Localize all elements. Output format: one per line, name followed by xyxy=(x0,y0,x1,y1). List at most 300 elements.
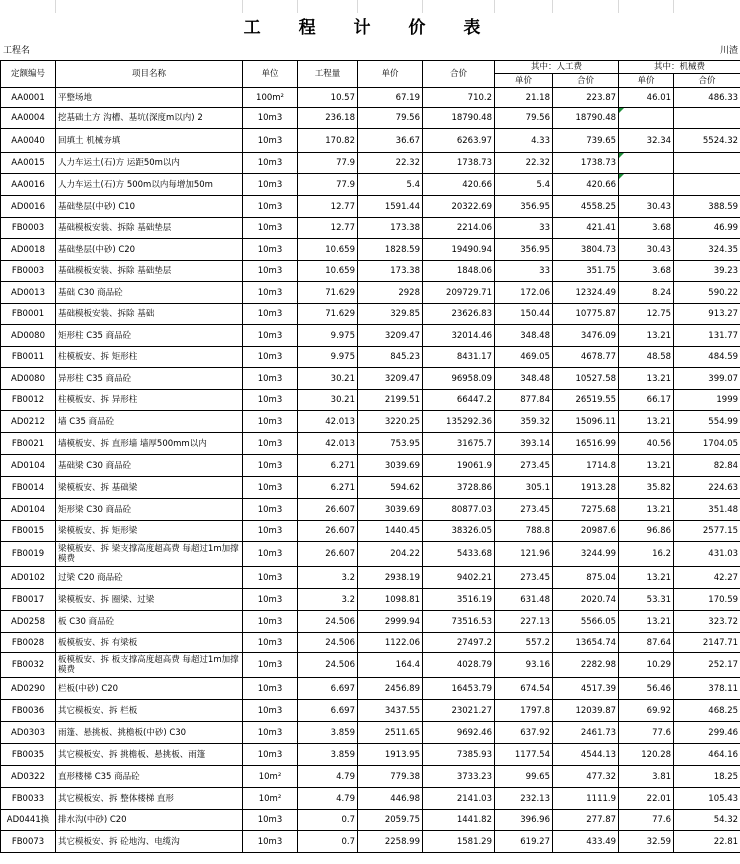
table-row[interactable] xyxy=(1,304,740,325)
cell-labor-total[interactable]: 4544.13 xyxy=(553,744,619,766)
cell-machine-total[interactable]: 105.43 xyxy=(674,788,740,810)
cell-labor-unit[interactable]: 305.1 xyxy=(495,477,553,499)
cell-labor-unit[interactable]: 33 xyxy=(495,261,553,282)
cell-name[interactable]: 人力车运土(石)方 运距50m以内 xyxy=(56,153,243,174)
cell-machine-unit[interactable]: 35.82 xyxy=(619,477,674,499)
cell-machine-unit[interactable]: 77.6 xyxy=(619,810,674,831)
cell-labor-unit[interactable]: 273.45 xyxy=(495,499,553,521)
cell-name[interactable]: 其它模板安、拆 挑檐板、悬挑板、雨篷 xyxy=(56,744,243,766)
cell-machine-unit[interactable]: 16.2 xyxy=(619,542,674,567)
cell-labor-unit[interactable]: 788.8 xyxy=(495,521,553,542)
cell-price[interactable]: 594.62 xyxy=(358,477,423,499)
table-row[interactable] xyxy=(1,196,740,218)
table-row[interactable] xyxy=(1,831,740,853)
cell-name[interactable]: 排水沟(中砂) C20 xyxy=(56,810,243,831)
cell-labor-unit[interactable]: 22.32 xyxy=(495,153,553,174)
table-row[interactable] xyxy=(1,411,740,433)
cell-price[interactable]: 79.56 xyxy=(358,108,423,129)
table-row[interactable] xyxy=(1,766,740,788)
cell-qty[interactable]: 0.7 xyxy=(298,831,358,853)
table-row[interactable] xyxy=(1,239,740,261)
cell-total[interactable]: 73516.53 xyxy=(423,611,495,633)
cell-machine-total[interactable]: 2147.71 xyxy=(674,633,740,653)
cell-machine-unit[interactable]: 120.28 xyxy=(619,744,674,766)
cell-price[interactable]: 1828.59 xyxy=(358,239,423,261)
table-row[interactable] xyxy=(1,88,740,108)
cell-total[interactable]: 3728.86 xyxy=(423,477,495,499)
cell-machine-unit[interactable] xyxy=(619,153,674,174)
cell-qty[interactable]: 6.697 xyxy=(298,700,358,722)
cell-total[interactable]: 7385.93 xyxy=(423,744,495,766)
cell-unit[interactable]: 10m3 xyxy=(243,196,298,218)
cell-machine-unit[interactable]: 13.21 xyxy=(619,368,674,390)
cell-total[interactable]: 8431.17 xyxy=(423,347,495,368)
cell-code[interactable]: FB0035 xyxy=(1,744,56,766)
cell-code[interactable]: AA0004 xyxy=(1,108,56,129)
cell-code[interactable]: AD0441换 xyxy=(1,810,56,831)
cell-labor-unit[interactable]: 631.48 xyxy=(495,589,553,611)
cell-labor-total[interactable]: 3804.73 xyxy=(553,239,619,261)
cell-total[interactable]: 16453.79 xyxy=(423,678,495,700)
table-row[interactable] xyxy=(1,810,740,831)
cell-labor-total[interactable]: 2282.98 xyxy=(553,653,619,678)
cell-machine-unit[interactable]: 69.92 xyxy=(619,700,674,722)
cell-name[interactable]: 梁模板安、拆 基础梁 xyxy=(56,477,243,499)
cell-labor-total[interactable]: 4517.39 xyxy=(553,678,619,700)
cell-machine-total[interactable]: 39.23 xyxy=(674,261,740,282)
cell-total[interactable]: 710.2 xyxy=(423,88,495,108)
cell-name[interactable]: 挖基础土方 沟槽、基坑(深度m以内) 2 xyxy=(56,108,243,129)
cell-code[interactable]: FB0019 xyxy=(1,542,56,567)
cell-qty[interactable]: 42.013 xyxy=(298,411,358,433)
table-row[interactable] xyxy=(1,499,740,521)
table-row[interactable] xyxy=(1,368,740,390)
cell-code[interactable]: FB0028 xyxy=(1,633,56,653)
cell-price[interactable]: 2511.65 xyxy=(358,722,423,744)
cell-code[interactable]: AD0303 xyxy=(1,722,56,744)
cell-price[interactable]: 36.67 xyxy=(358,129,423,153)
cell-unit[interactable]: 10m3 xyxy=(243,633,298,653)
cell-unit[interactable]: 10m3 xyxy=(243,611,298,633)
cell-code[interactable]: FB0021 xyxy=(1,433,56,455)
cell-unit[interactable]: 10m3 xyxy=(243,653,298,678)
cell-total[interactable]: 135292.36 xyxy=(423,411,495,433)
cell-total[interactable]: 6263.97 xyxy=(423,129,495,153)
cell-labor-total[interactable]: 420.66 xyxy=(553,174,619,196)
cell-qty[interactable]: 26.607 xyxy=(298,521,358,542)
cell-machine-unit[interactable]: 30.43 xyxy=(619,239,674,261)
cell-qty[interactable]: 236.18 xyxy=(298,108,358,129)
table-row[interactable] xyxy=(1,433,740,455)
cell-price[interactable]: 2258.99 xyxy=(358,831,423,853)
cell-machine-unit[interactable]: 32.59 xyxy=(619,831,674,853)
cell-labor-unit[interactable]: 348.48 xyxy=(495,325,553,347)
cell-code[interactable]: AD0080 xyxy=(1,325,56,347)
cell-unit[interactable]: 10m3 xyxy=(243,744,298,766)
cell-qty[interactable]: 9.975 xyxy=(298,347,358,368)
cell-qty[interactable]: 30.21 xyxy=(298,390,358,411)
cell-name[interactable]: 板 C30 商品砼 xyxy=(56,611,243,633)
cell-total[interactable]: 38326.05 xyxy=(423,521,495,542)
cell-labor-unit[interactable]: 79.56 xyxy=(495,108,553,129)
cell-total[interactable]: 23626.83 xyxy=(423,304,495,325)
cell-qty[interactable]: 42.013 xyxy=(298,433,358,455)
cell-labor-unit[interactable]: 557.2 xyxy=(495,633,553,653)
cell-price[interactable]: 446.98 xyxy=(358,788,423,810)
table-row[interactable] xyxy=(1,477,740,499)
cell-total[interactable]: 1581.29 xyxy=(423,831,495,853)
table-row[interactable] xyxy=(1,542,740,567)
cell-unit[interactable]: 10m3 xyxy=(243,347,298,368)
cell-machine-total[interactable]: 388.59 xyxy=(674,196,740,218)
cell-price[interactable]: 845.23 xyxy=(358,347,423,368)
cell-machine-total[interactable]: 5524.32 xyxy=(674,129,740,153)
cell-price[interactable]: 1591.44 xyxy=(358,196,423,218)
cell-code[interactable]: FB0003 xyxy=(1,218,56,239)
cell-qty[interactable]: 3.859 xyxy=(298,722,358,744)
table-row[interactable] xyxy=(1,282,740,304)
cell-labor-total[interactable]: 1738.73 xyxy=(553,153,619,174)
cell-labor-total[interactable]: 10775.87 xyxy=(553,304,619,325)
cell-labor-unit[interactable]: 359.32 xyxy=(495,411,553,433)
cell-qty[interactable]: 3.2 xyxy=(298,567,358,589)
cell-machine-unit[interactable]: 12.75 xyxy=(619,304,674,325)
cell-unit[interactable]: 10m3 xyxy=(243,282,298,304)
cell-name[interactable]: 人力车运土(石)方 500m以内每增加50m xyxy=(56,174,243,196)
cell-labor-total[interactable]: 351.75 xyxy=(553,261,619,282)
cell-qty[interactable]: 24.506 xyxy=(298,653,358,678)
cell-name[interactable]: 基础梁 C30 商品砼 xyxy=(56,455,243,477)
cell-labor-unit[interactable]: 172.06 xyxy=(495,282,553,304)
cell-machine-total[interactable]: 913.27 xyxy=(674,304,740,325)
cell-name[interactable]: 梁模板安、拆 圈梁、过梁 xyxy=(56,589,243,611)
cell-machine-total[interactable]: 22.81 xyxy=(674,831,740,853)
cell-code[interactable]: AD0212 xyxy=(1,411,56,433)
cell-price[interactable]: 753.95 xyxy=(358,433,423,455)
cell-machine-total[interactable]: 54.32 xyxy=(674,810,740,831)
cell-labor-total[interactable]: 1913.28 xyxy=(553,477,619,499)
cell-machine-total[interactable]: 82.84 xyxy=(674,455,740,477)
cell-labor-unit[interactable]: 674.54 xyxy=(495,678,553,700)
cell-name[interactable]: 过梁 C20 商品砼 xyxy=(56,567,243,589)
cell-total[interactable]: 1848.06 xyxy=(423,261,495,282)
cell-price[interactable]: 1122.06 xyxy=(358,633,423,653)
table-row[interactable] xyxy=(1,108,740,129)
cell-labor-unit[interactable]: 1797.8 xyxy=(495,700,553,722)
cell-name[interactable]: 平整场地 xyxy=(56,88,243,108)
cell-qty[interactable]: 24.506 xyxy=(298,611,358,633)
cell-name[interactable]: 异形柱 C35 商品砼 xyxy=(56,368,243,390)
cell-unit[interactable]: 10m3 xyxy=(243,368,298,390)
cell-code[interactable]: AD0102 xyxy=(1,567,56,589)
cell-code[interactable]: AD0080 xyxy=(1,368,56,390)
table-row[interactable] xyxy=(1,653,740,678)
cell-total[interactable]: 3516.19 xyxy=(423,589,495,611)
cell-labor-unit[interactable]: 4.33 xyxy=(495,129,553,153)
cell-unit[interactable]: 10m3 xyxy=(243,129,298,153)
cell-name[interactable]: 基础模板安装、拆除 基础垫层 xyxy=(56,218,243,239)
cell-price[interactable]: 1913.95 xyxy=(358,744,423,766)
table-row[interactable] xyxy=(1,153,740,174)
cell-price[interactable]: 779.38 xyxy=(358,766,423,788)
cell-qty[interactable]: 3.859 xyxy=(298,744,358,766)
cell-name[interactable]: 墙 C35 商品砼 xyxy=(56,411,243,433)
cell-machine-unit[interactable]: 8.24 xyxy=(619,282,674,304)
cell-price[interactable]: 329.85 xyxy=(358,304,423,325)
cell-unit[interactable]: 10m3 xyxy=(243,567,298,589)
cell-labor-total[interactable]: 20987.6 xyxy=(553,521,619,542)
cell-name[interactable]: 梁模板安、拆 梁支撑高度超高费 每超过1m加撑模费 xyxy=(56,542,243,567)
cell-labor-unit[interactable]: 877.84 xyxy=(495,390,553,411)
cell-qty[interactable]: 10.57 xyxy=(298,88,358,108)
cell-total[interactable]: 19490.94 xyxy=(423,239,495,261)
cell-machine-unit[interactable]: 40.56 xyxy=(619,433,674,455)
table-row[interactable] xyxy=(1,521,740,542)
cell-name[interactable]: 柱模板安、拆 异形柱 xyxy=(56,390,243,411)
cell-machine-total[interactable]: 554.99 xyxy=(674,411,740,433)
cell-price[interactable]: 67.19 xyxy=(358,88,423,108)
cell-machine-total[interactable]: 351.48 xyxy=(674,499,740,521)
cell-total[interactable]: 2141.03 xyxy=(423,788,495,810)
cell-machine-total[interactable]: 486.33 xyxy=(674,88,740,108)
cell-unit[interactable]: 10m3 xyxy=(243,831,298,853)
cell-labor-total[interactable]: 26519.55 xyxy=(553,390,619,411)
cell-labor-unit[interactable]: 393.14 xyxy=(495,433,553,455)
cell-total[interactable]: 209729.71 xyxy=(423,282,495,304)
cell-labor-unit[interactable]: 121.96 xyxy=(495,542,553,567)
cell-labor-unit[interactable]: 21.18 xyxy=(495,88,553,108)
cell-total[interactable]: 1441.82 xyxy=(423,810,495,831)
cell-machine-total[interactable]: 42.27 xyxy=(674,567,740,589)
cell-labor-total[interactable]: 1111.9 xyxy=(553,788,619,810)
cell-qty[interactable]: 30.21 xyxy=(298,368,358,390)
cell-labor-unit[interactable]: 99.65 xyxy=(495,766,553,788)
table-row[interactable] xyxy=(1,633,740,653)
cell-code[interactable]: FB0011 xyxy=(1,347,56,368)
cell-code[interactable]: AD0258 xyxy=(1,611,56,633)
cell-labor-total[interactable]: 875.04 xyxy=(553,567,619,589)
table-row[interactable] xyxy=(1,390,740,411)
table-row[interactable] xyxy=(1,347,740,368)
cell-machine-unit[interactable]: 22.01 xyxy=(619,788,674,810)
cell-name[interactable]: 板模板安、拆 有梁板 xyxy=(56,633,243,653)
cell-labor-unit[interactable]: 348.48 xyxy=(495,368,553,390)
cell-machine-unit[interactable]: 48.58 xyxy=(619,347,674,368)
cell-code[interactable]: AA0040 xyxy=(1,129,56,153)
cell-price[interactable]: 1098.81 xyxy=(358,589,423,611)
cell-total[interactable]: 3733.23 xyxy=(423,766,495,788)
cell-unit[interactable]: 10m3 xyxy=(243,411,298,433)
cell-machine-unit[interactable]: 32.34 xyxy=(619,129,674,153)
cell-name[interactable]: 栏板(中砂) C20 xyxy=(56,678,243,700)
cell-code[interactable]: FB0015 xyxy=(1,521,56,542)
cell-machine-unit[interactable]: 3.81 xyxy=(619,766,674,788)
cell-machine-unit[interactable]: 13.21 xyxy=(619,611,674,633)
cell-price[interactable]: 5.4 xyxy=(358,174,423,196)
table-row[interactable] xyxy=(1,455,740,477)
cell-machine-unit[interactable] xyxy=(619,174,674,196)
cell-qty[interactable]: 26.607 xyxy=(298,542,358,567)
cell-code[interactable]: AD0018 xyxy=(1,239,56,261)
cell-price[interactable]: 2199.51 xyxy=(358,390,423,411)
cell-machine-unit[interactable]: 13.21 xyxy=(619,411,674,433)
cell-price[interactable]: 2938.19 xyxy=(358,567,423,589)
table-row[interactable] xyxy=(1,174,740,196)
cell-code[interactable]: AA0016 xyxy=(1,174,56,196)
cell-code[interactable]: FB0036 xyxy=(1,700,56,722)
cell-qty[interactable]: 71.629 xyxy=(298,304,358,325)
cell-labor-total[interactable]: 3476.09 xyxy=(553,325,619,347)
table-row[interactable] xyxy=(1,261,740,282)
table-row[interactable] xyxy=(1,567,740,589)
cell-labor-total[interactable]: 477.32 xyxy=(553,766,619,788)
cell-labor-total[interactable]: 12324.49 xyxy=(553,282,619,304)
cell-name[interactable]: 基础模板安装、拆除 基础垫层 xyxy=(56,261,243,282)
cell-qty[interactable]: 77.9 xyxy=(298,153,358,174)
cell-machine-total[interactable]: 2577.15 xyxy=(674,521,740,542)
cell-labor-unit[interactable]: 93.16 xyxy=(495,653,553,678)
cell-machine-unit[interactable]: 13.21 xyxy=(619,567,674,589)
cell-machine-total[interactable]: 468.25 xyxy=(674,700,740,722)
cell-labor-total[interactable]: 223.87 xyxy=(553,88,619,108)
cell-machine-unit[interactable] xyxy=(619,108,674,129)
cell-machine-total[interactable]: 1999 xyxy=(674,390,740,411)
cell-machine-unit[interactable]: 3.68 xyxy=(619,261,674,282)
cell-name[interactable]: 直形楼梯 C35 商品砼 xyxy=(56,766,243,788)
cell-unit[interactable]: 10m² xyxy=(243,766,298,788)
cell-unit[interactable]: 10m3 xyxy=(243,218,298,239)
cell-price[interactable]: 1440.45 xyxy=(358,521,423,542)
cell-name[interactable]: 矩形柱 C35 商品砼 xyxy=(56,325,243,347)
cell-machine-total[interactable]: 131.77 xyxy=(674,325,740,347)
cell-qty[interactable]: 4.79 xyxy=(298,766,358,788)
cell-qty[interactable]: 26.607 xyxy=(298,499,358,521)
cell-code[interactable]: AA0015 xyxy=(1,153,56,174)
cell-total[interactable]: 23021.27 xyxy=(423,700,495,722)
table-row[interactable] xyxy=(1,722,740,744)
cell-total[interactable]: 31675.7 xyxy=(423,433,495,455)
cell-price[interactable]: 2928 xyxy=(358,282,423,304)
cell-total[interactable]: 4028.79 xyxy=(423,653,495,678)
cell-name[interactable]: 雨篷、悬挑板、挑檐板(中砂) C30 xyxy=(56,722,243,744)
cell-unit[interactable]: 100m² xyxy=(243,88,298,108)
cell-name[interactable]: 基础 C30 商品砼 xyxy=(56,282,243,304)
cell-labor-total[interactable]: 10527.58 xyxy=(553,368,619,390)
table-row[interactable] xyxy=(1,325,740,347)
cell-qty[interactable]: 24.506 xyxy=(298,633,358,653)
cell-name[interactable]: 矩形梁 C30 商品砼 xyxy=(56,499,243,521)
cell-machine-total[interactable]: 378.11 xyxy=(674,678,740,700)
cell-price[interactable]: 2999.94 xyxy=(358,611,423,633)
cell-unit[interactable]: 10m3 xyxy=(243,477,298,499)
cell-total[interactable]: 80877.03 xyxy=(423,499,495,521)
cell-unit[interactable]: 10m3 xyxy=(243,153,298,174)
cell-unit[interactable]: 10m3 xyxy=(243,108,298,129)
cell-unit[interactable]: 10m3 xyxy=(243,542,298,567)
cell-unit[interactable]: 10m3 xyxy=(243,455,298,477)
cell-name[interactable]: 板模板安、拆 板支撑高度超高费 每超过1m加撑模费 xyxy=(56,653,243,678)
cell-code[interactable]: AD0290 xyxy=(1,678,56,700)
cell-code[interactable]: AD0016 xyxy=(1,196,56,218)
cell-unit[interactable]: 10m3 xyxy=(243,390,298,411)
cell-labor-total[interactable]: 13654.74 xyxy=(553,633,619,653)
cell-price[interactable]: 3209.47 xyxy=(358,325,423,347)
cell-total[interactable]: 66447.2 xyxy=(423,390,495,411)
cell-labor-unit[interactable]: 356.95 xyxy=(495,196,553,218)
cell-labor-total[interactable]: 2020.74 xyxy=(553,589,619,611)
cell-price[interactable]: 3437.55 xyxy=(358,700,423,722)
cell-labor-total[interactable]: 433.49 xyxy=(553,831,619,853)
cell-total[interactable]: 32014.46 xyxy=(423,325,495,347)
cell-name[interactable]: 梁模板安、拆 矩形梁 xyxy=(56,521,243,542)
cell-machine-total[interactable] xyxy=(674,108,740,129)
table-row[interactable] xyxy=(1,611,740,633)
table-row[interactable] xyxy=(1,218,740,239)
cell-machine-unit[interactable]: 66.17 xyxy=(619,390,674,411)
cell-machine-total[interactable]: 399.07 xyxy=(674,368,740,390)
cell-unit[interactable]: 10m3 xyxy=(243,174,298,196)
cell-unit[interactable]: 10m3 xyxy=(243,239,298,261)
cell-machine-total[interactable] xyxy=(674,153,740,174)
cell-total[interactable]: 1738.73 xyxy=(423,153,495,174)
cell-labor-total[interactable]: 421.41 xyxy=(553,218,619,239)
cell-code[interactable]: FB0032 xyxy=(1,653,56,678)
cell-machine-total[interactable]: 431.03 xyxy=(674,542,740,567)
cell-qty[interactable]: 4.79 xyxy=(298,788,358,810)
cell-code[interactable]: FB0033 xyxy=(1,788,56,810)
cell-price[interactable]: 164.4 xyxy=(358,653,423,678)
cell-unit[interactable]: 10m3 xyxy=(243,700,298,722)
cell-machine-unit[interactable]: 77.6 xyxy=(619,722,674,744)
cell-price[interactable]: 2456.89 xyxy=(358,678,423,700)
cell-machine-unit[interactable]: 13.21 xyxy=(619,455,674,477)
cell-unit[interactable]: 10m3 xyxy=(243,722,298,744)
cell-unit[interactable]: 10m3 xyxy=(243,304,298,325)
cell-total[interactable]: 27497.2 xyxy=(423,633,495,653)
cell-unit[interactable]: 10m3 xyxy=(243,521,298,542)
cell-code[interactable]: FB0001 xyxy=(1,304,56,325)
cell-machine-total[interactable]: 170.59 xyxy=(674,589,740,611)
cell-name[interactable]: 回填土 机械夯填 xyxy=(56,129,243,153)
cell-labor-unit[interactable]: 396.96 xyxy=(495,810,553,831)
cell-name[interactable]: 其它模板安、拆 整体楼梯 直形 xyxy=(56,788,243,810)
cell-total[interactable]: 19061.9 xyxy=(423,455,495,477)
cell-machine-unit[interactable]: 87.64 xyxy=(619,633,674,653)
cell-labor-total[interactable]: 3244.99 xyxy=(553,542,619,567)
cell-unit[interactable]: 10m3 xyxy=(243,589,298,611)
cell-labor-unit[interactable]: 33 xyxy=(495,218,553,239)
table-row[interactable] xyxy=(1,700,740,722)
cell-total[interactable]: 96958.09 xyxy=(423,368,495,390)
table-row[interactable] xyxy=(1,788,740,810)
cell-total[interactable]: 5433.68 xyxy=(423,542,495,567)
cell-qty[interactable]: 6.271 xyxy=(298,455,358,477)
cell-qty[interactable]: 10.659 xyxy=(298,239,358,261)
cell-labor-unit[interactable]: 1177.54 xyxy=(495,744,553,766)
cell-qty[interactable]: 6.697 xyxy=(298,678,358,700)
cell-price[interactable]: 3209.47 xyxy=(358,368,423,390)
cell-qty[interactable]: 0.7 xyxy=(298,810,358,831)
cell-unit[interactable]: 10m3 xyxy=(243,678,298,700)
cell-total[interactable]: 9402.21 xyxy=(423,567,495,589)
cell-name[interactable]: 基础垫层(中砂) C10 xyxy=(56,196,243,218)
cell-machine-unit[interactable]: 10.29 xyxy=(619,653,674,678)
cell-machine-unit[interactable]: 3.68 xyxy=(619,218,674,239)
cell-qty[interactable]: 10.659 xyxy=(298,261,358,282)
cell-code[interactable]: AD0104 xyxy=(1,499,56,521)
cell-machine-total[interactable]: 252.17 xyxy=(674,653,740,678)
cell-labor-total[interactable]: 1714.8 xyxy=(553,455,619,477)
